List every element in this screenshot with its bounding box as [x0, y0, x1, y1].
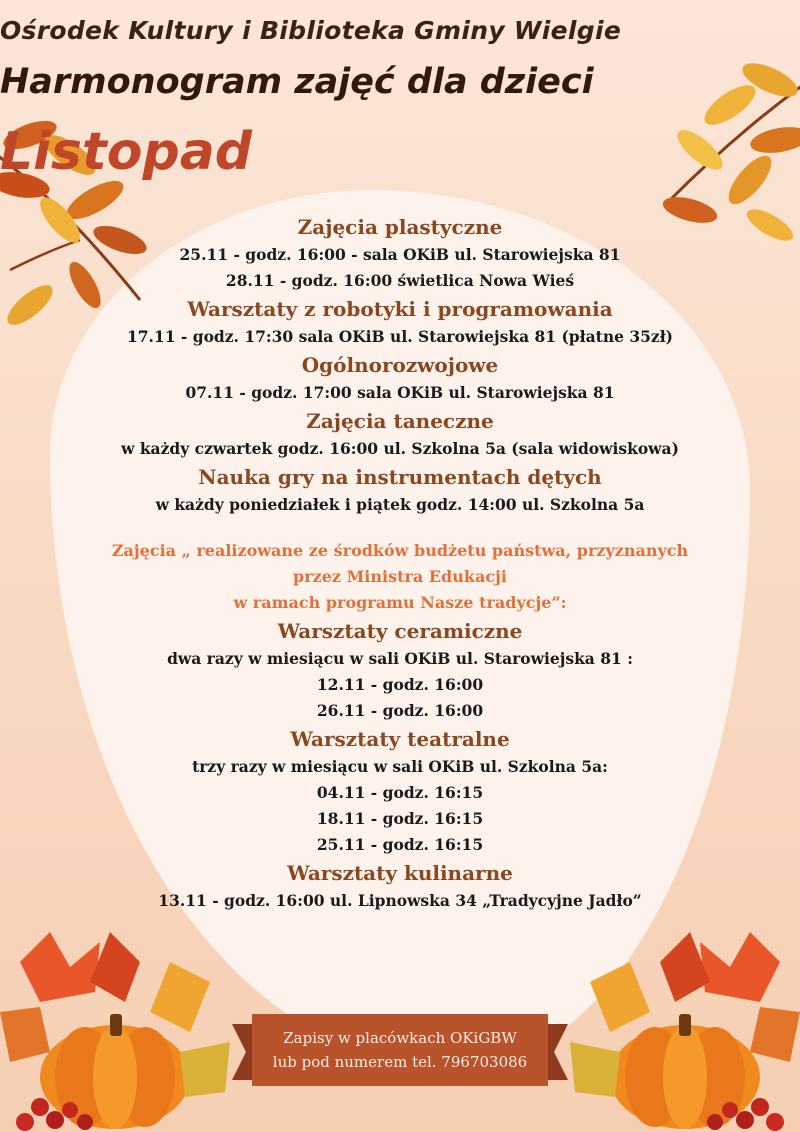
- section-title: Nauka gry na instrumentach dętych: [198, 465, 602, 489]
- schedule-line: 12.11 - godz. 16:00: [316, 675, 484, 694]
- program-note: przez Ministra Edukacji: [293, 567, 507, 586]
- section-title: Zajęcia plastyczne: [297, 215, 503, 239]
- section-title: Warsztaty kulinarne: [287, 861, 513, 885]
- schedule-line: w każdy poniedziałek i piątek godz. 14:00 ul. Szkolna 5a: [155, 495, 645, 514]
- schedule-line: trzy razy w miesiącu w sali OKiB ul. Szkolna 5a:: [192, 757, 608, 776]
- schedule-line: 28.11 - godz. 16:00 świetlica Nowa Wieś: [225, 271, 575, 290]
- section-title: Warsztaty ceramiczne: [277, 619, 523, 643]
- page-subtitle: Harmonogram zajęć dla dzieci: [0, 62, 594, 102]
- banner-line: Zapisy w placówkach OKiGBW: [283, 1029, 517, 1047]
- schedule-line: w każdy czwartek godz. 16:00 ul. Szkolna 5a (sala widowiskowa): [121, 439, 679, 458]
- schedule-line: 04.11 - godz. 16:15: [316, 783, 484, 802]
- schedule-line: 26.11 - godz. 16:00: [316, 701, 484, 720]
- schedule-line: 07.11 - godz. 17:00 sala OKiB ul. Starowiejska 81: [185, 383, 615, 402]
- section-title: Ogólnorozwojowe: [301, 353, 499, 377]
- section-title: Warsztaty teatralne: [290, 727, 510, 751]
- schedule: [0, 212, 800, 914]
- page-title: Listopad: [0, 122, 253, 182]
- section-title: Zajęcia taneczne: [306, 409, 494, 433]
- schedule-line: dwa razy w miesiącu w sali OKiB ul. Starowiejska 81 :: [167, 649, 633, 668]
- pumpkin-icon: [560, 922, 800, 1132]
- section-title: Warsztaty z robotyki i programowania: [187, 297, 613, 321]
- program-note: Zajęcia „ realizowane ze środków budżetu państwa, przyznanych: [111, 541, 689, 560]
- pumpkin-icon: [0, 922, 240, 1132]
- organization-name: Ośrodek Kultury i Biblioteka Gminy Wielgie: [0, 16, 622, 45]
- schedule-line: 18.11 - godz. 16:15: [316, 809, 484, 828]
- signup-banner: [232, 1010, 568, 1090]
- schedule-line: 13.11 - godz. 16:00 ul. Lipnowska 34 „Tradycyjne Jadło”: [158, 891, 642, 910]
- banner-line: lub pod numerem tel. 796703086: [272, 1053, 528, 1071]
- schedule-line: 25.11 - godz. 16:15: [316, 835, 484, 854]
- program-note: w ramach programu Nasze tradycje”:: [233, 593, 567, 612]
- schedule-line: 17.11 - godz. 17:30 sala OKiB ul. Starowiejska 81 (płatne 35zł): [126, 327, 674, 346]
- schedule-line: 25.11 - godz. 16:00 - sala OKiB ul. Starowiejska 81: [179, 245, 621, 264]
